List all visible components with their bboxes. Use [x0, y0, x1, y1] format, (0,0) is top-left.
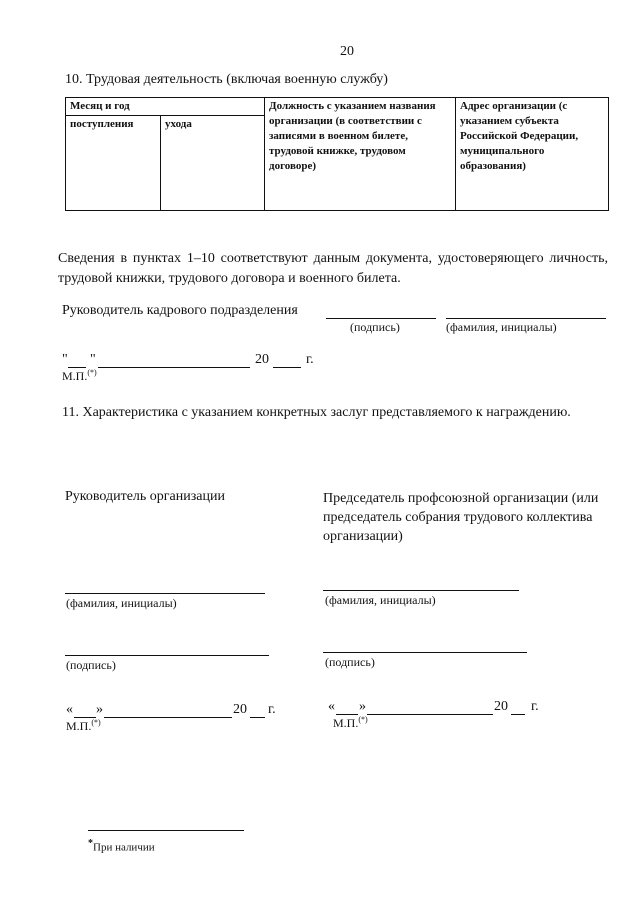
right-stamp-mark: (*): [358, 715, 368, 724]
hr-signature-line: [326, 318, 436, 319]
union-chair-title: Председатель профсоюзной организации (или председатель собрания трудового коллектива организации): [323, 491, 599, 544]
date-year-prefix: 20: [255, 352, 269, 367]
work-history-table: [65, 97, 609, 211]
date-year-suffix: г.: [306, 352, 314, 367]
hr-name-line: [446, 318, 606, 319]
section-11-title: 11. Характеристика с указанием конкретных заслуг представляемого к награждению.: [62, 405, 571, 420]
date-year-line: [273, 367, 301, 368]
right-name-caption: (фамилия, инициалы): [325, 593, 436, 607]
left-name-line: [65, 593, 265, 594]
footnote-mark: *: [88, 838, 93, 849]
hr-signature-caption: (подпись): [350, 320, 400, 334]
footnote: [88, 838, 155, 854]
left-stamp-label: [66, 718, 101, 734]
header-month-year: Месяц и год: [66, 98, 265, 116]
section-10-title: 10. Трудовая деятельность (включая военную службу): [65, 72, 388, 87]
left-date-month-line: [104, 717, 232, 718]
right-date-quote-close: »: [359, 699, 366, 714]
stamp-mark: (*): [87, 368, 97, 377]
left-date-quote-close: »: [96, 702, 103, 717]
right-name-line: [323, 590, 519, 591]
right-date-month-line: [367, 714, 493, 715]
footnote-separator: [88, 830, 244, 831]
left-name-caption: (фамилия, инициалы): [66, 596, 177, 610]
date-quote-close: ": [90, 352, 96, 367]
date-month-line: [98, 367, 250, 368]
header-position: Должность с указанием названия организации (в соответствии с записями в военном билете, трудовой книжке, трудовом договоре): [265, 98, 456, 211]
left-date-quote-open: «: [66, 702, 73, 717]
date-quote-open: ": [62, 352, 68, 367]
right-stamp-label: [333, 715, 368, 731]
org-head-title: Руководитель организации: [65, 489, 225, 504]
page-number: 20: [340, 44, 354, 59]
left-signature-caption: (подпись): [66, 658, 116, 672]
right-stamp-text: М.П.: [333, 716, 359, 730]
right-date-quote-open: «: [328, 699, 335, 714]
right-date-year-prefix: 20: [494, 699, 508, 714]
right-date-year-line: [511, 714, 525, 715]
right-signature-line: [323, 652, 527, 653]
right-date-year-suffix: г.: [531, 699, 539, 714]
hr-head-label: Руководитель кадрового подразделения: [62, 303, 298, 318]
header-exit: ухода: [161, 116, 265, 211]
left-stamp-mark: (*): [91, 718, 101, 727]
left-date-year-line: [250, 717, 265, 718]
footnote-text: При наличии: [93, 841, 155, 854]
stamp-text: М.П.: [62, 369, 88, 383]
stamp-label: [62, 368, 97, 384]
left-date-year-prefix: 20: [233, 702, 247, 717]
hr-name-caption: (фамилия, инициалы): [446, 320, 557, 334]
header-address: Адрес организации (с указанием субъекта Российской Федерации, муниципального образования): [456, 98, 609, 211]
left-date-year-suffix: г.: [268, 702, 276, 717]
header-entry: поступления: [66, 116, 161, 211]
confirmation-text: Сведения в пунктах 1–10 соответствуют данным документа, удостоверяющего личность, трудовой книжки, трудового договора и военного билета.: [58, 251, 608, 286]
left-signature-line: [65, 655, 269, 656]
right-signature-caption: (подпись): [325, 655, 375, 669]
left-stamp-text: М.П.: [66, 719, 92, 733]
